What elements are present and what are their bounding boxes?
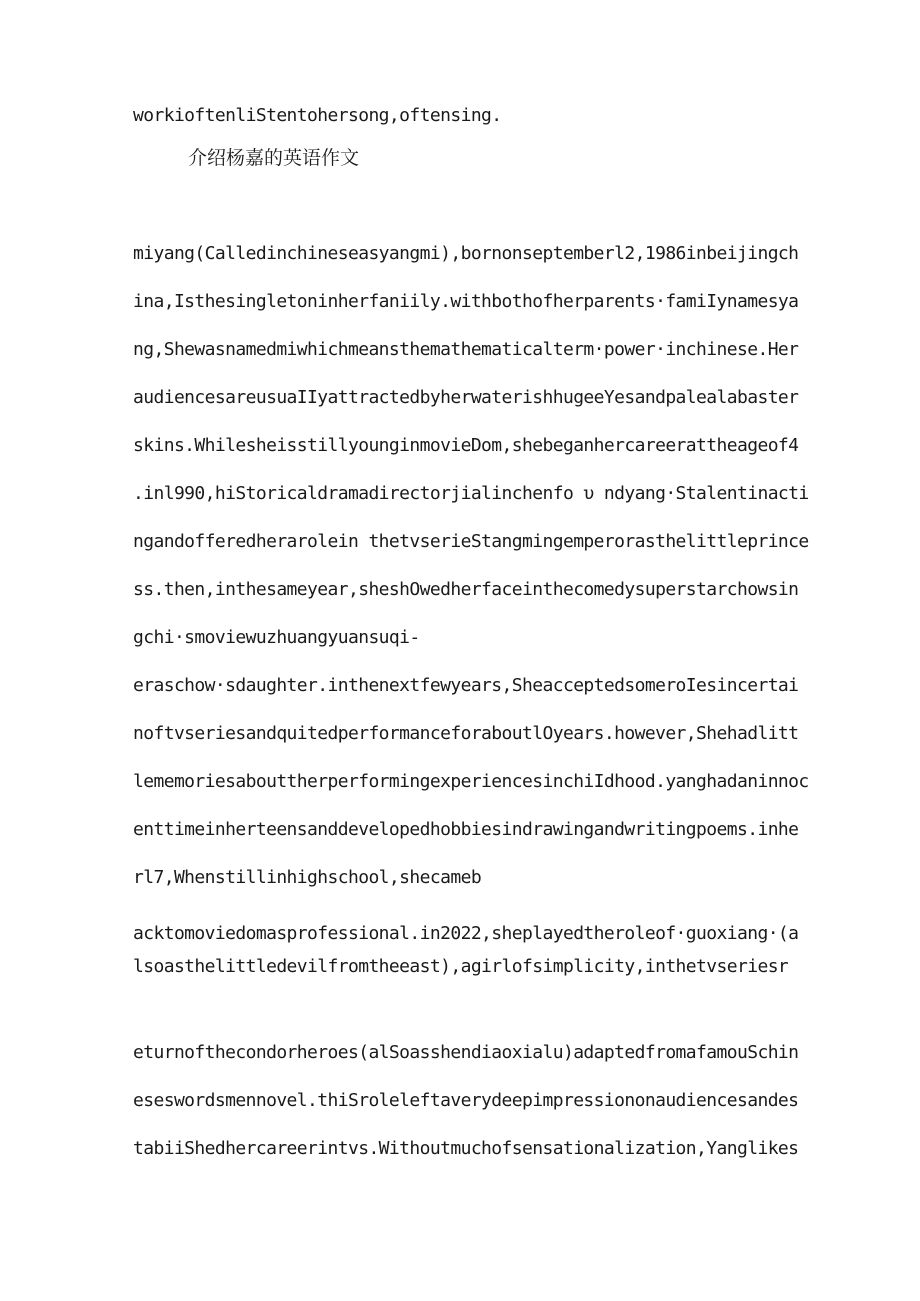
text-line: ngandofferedherarolein thetvserieStangmingemperorasthelittleprince — [133, 531, 809, 552]
text-line: enttimeinherteensanddevelopedhobbiesindrawingandwritingpoems.inhe — [133, 819, 799, 840]
text-line: skins.WhilesheisstillyounginmovieDom,shebeganhercareerattheageof4 — [133, 435, 799, 456]
text-line: eraschow·sdaughter.inthenextfewyears,SheacceptedsomeroIesincertai — [133, 675, 799, 696]
text-line: eseswordsmennovel.thiSroleleftaverydeepimpressiononaudiencesandes — [133, 1090, 799, 1111]
text-line: workioftenliStentohersong,oftensing. — [133, 105, 502, 126]
text-line: rl7,Whenstillinhighschool,shecameb — [133, 867, 482, 888]
text-line: ina,Isthesingletoninherfaniily.withbothofherparents·famiIynamesya — [133, 291, 799, 312]
text-line: tabiiShedhercareerintvs.Withoutmuchofsensationalization,Yanglikes — [133, 1138, 799, 1159]
text-line: lsoasthelittledevilfromtheeast),agirlofsimplicity,inthetvseriesr — [133, 956, 789, 977]
text-line: audiencesareusuaIIyattractedbyherwaterishhugeeYesandpalealabaster — [133, 387, 799, 408]
text-line: miyang(Calledinchineseasyangmi),bornonseptemberl2,1986inbeijingch — [133, 243, 799, 264]
text-line: ss.then,inthesameyear,sheshOwedherfaceinthecomedysuperstarchowsin — [133, 579, 799, 600]
text-line: noftvseriesandquitedperformanceforaboutlOyears.however,Shehadlitt — [133, 723, 799, 744]
text-line: eturnofthecondorheroes(alSoasshendiaoxialu)adaptedfromafamouSchin — [133, 1042, 799, 1063]
essay-heading: 介绍杨嘉的英语作文 — [188, 147, 360, 169]
text-line: ng,Shewasnamedmiwhichmeansthemathematicalterm·power·inchinese.Her — [133, 339, 799, 360]
text-line: lememoriesabouttherperformingexperiencesinchiIdhood.yanghadaninnoc — [133, 771, 809, 792]
text-line: .inl990,hiStoricaldramadirectorjialinchenfo υ ndyang·Stalentinacti — [133, 483, 809, 504]
text-line: gchi·smoviewuzhuangyuansuqi- — [133, 627, 420, 648]
text-line: acktomoviedomasprofessional.in2022,sheplayedtheroleof·guoxiang·(a — [133, 923, 799, 944]
